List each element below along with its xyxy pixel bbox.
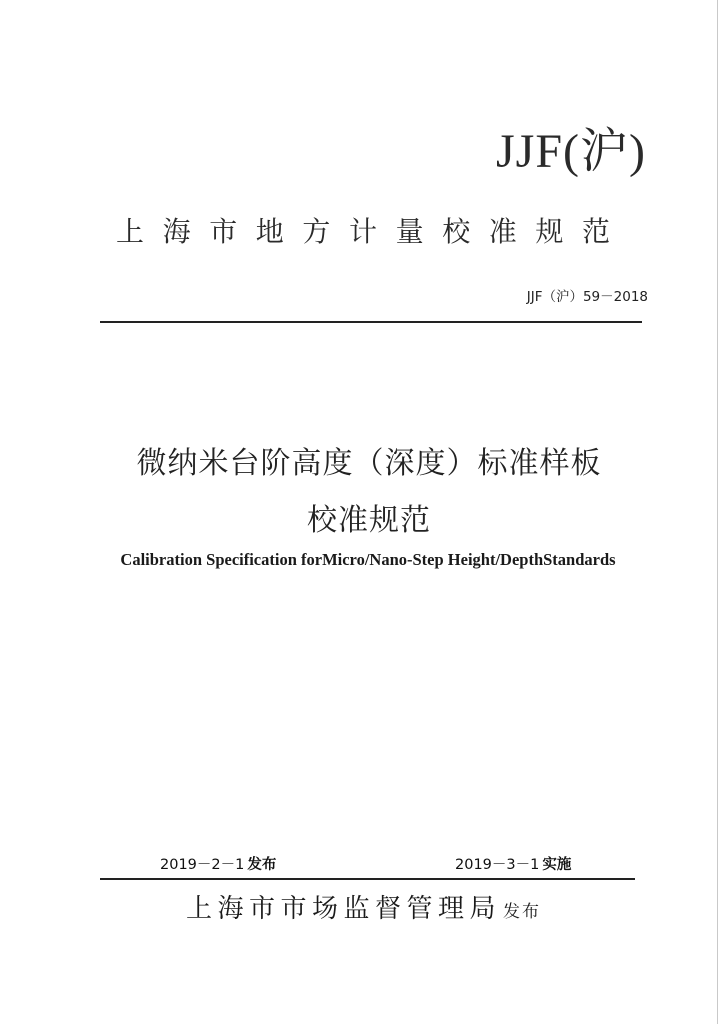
issuing-authority	[186, 888, 541, 925]
title-chinese-line1: 微纳米台阶高度（深度）标准样板	[136, 446, 602, 481]
implement-date-label: 实施	[542, 857, 572, 873]
scan-edge-line	[717, 0, 718, 1024]
standard-category: 上海市地方计量校准规范	[116, 215, 629, 248]
issuer-suffix: 发布	[503, 902, 542, 922]
publish-date-label: 发布	[247, 857, 277, 873]
standard-code-mark: JJF(沪)	[495, 125, 646, 178]
bottom-divider	[100, 878, 635, 880]
publish-date	[160, 853, 276, 874]
document-number: JJF（沪）59－2018	[526, 289, 648, 305]
top-divider	[100, 321, 642, 323]
title-chinese-line2: 校准规范	[307, 503, 431, 538]
implement-date	[455, 853, 571, 874]
publish-date-value: 2019－2－1	[160, 857, 245, 873]
title-english: Calibration Specification forMicro/Nano-Step Height/DepthStandards	[120, 550, 616, 569]
implement-date-value: 2019－3－1	[455, 857, 540, 873]
issuer-name: 上海市市场监督管理局	[186, 894, 502, 924]
